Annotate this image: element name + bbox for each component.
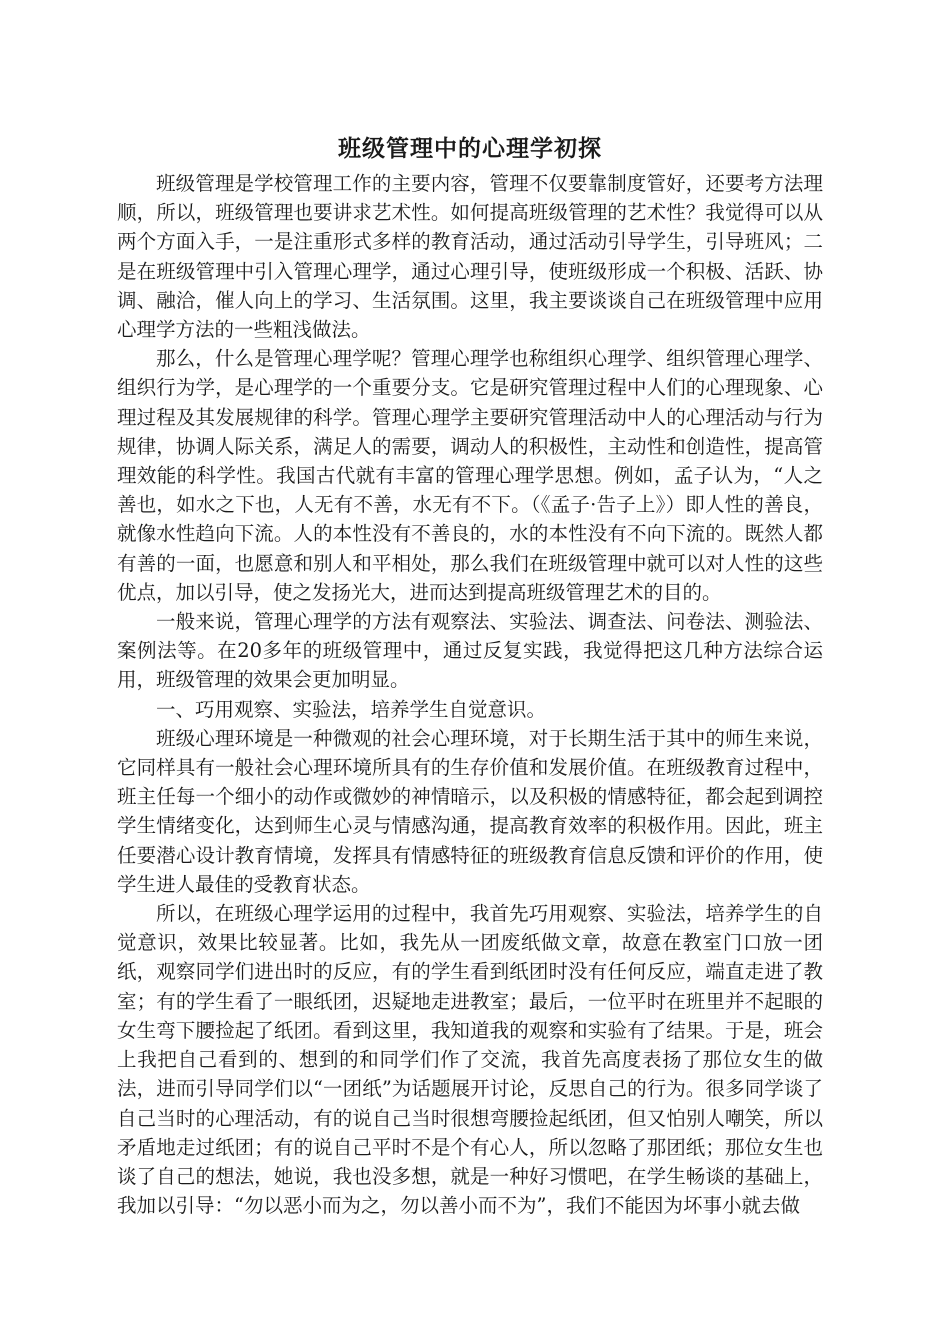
document-title: 班级管理中的心理学初探	[338, 135, 602, 162]
paragraph-example: 所以，在班级心理学运用的过程中，我首先巧用观察、实验法，培养学生的自觉意识，效果比较显著。比如，我先从一团废纸做文章，故意在教室门口放一团纸，观察同学们进出时的反应，有的学生看到纸团时没有任何反应，端直走进了教室；有的学生看了一眼纸团，迟疑地走进教室；最后，一位平时在班里并不起眼的女生弯下腰捡起了纸团。看到这里，我知道我的观察和实验有了结果。于是，班会上我把自己看到的、想到的和同学们作了交流，我首先高度表扬了那位女生的做法，进而引导同学们以“一团纸”为话题展开讨论，反思自己的行为。很多同学谈了自己当时的心理活动，有的说自己当时很想弯腰捡起纸团，但又怕别人嘲笑，所以矛盾地走过纸团；有的说自己平时不是个有心人，所以忽略了那团纸；那位女生也谈了自己的想法，她说，我也没多想，就是一种好习惯吧，在学生畅谈的基础上，我加以引导：“勿以恶小而为之，勿以善小而不为”，我们不能因为坏事小就去做	[117, 902, 823, 1218]
section-heading-1: 一、巧用观察、实验法，培养学生自觉意识。	[156, 697, 547, 721]
paragraph-methods: 一般来说，管理心理学的方法有观察法、实验法、调查法、问卷法、测验法、案例法等。在20多年的班级管理中，通过反复实践，我觉得把这几种方法综合运用，班级管理的效果会更加明显。	[117, 610, 823, 692]
document-page	[117, 131, 823, 1220]
paragraph-definition: 那么，什么是管理心理学呢？管理心理学也称组织心理学、组织管理心理学、组织行为学，是心理学的一个重要分支。它是研究管理过程中人们的心理现象、心理过程及其发展规律的科学。管理心理学主要研究管理活动中人的心理活动与行为规律，协调人际关系，满足人的需要，调动人的积极性，主动性和创造性，提高管理效能的科学性。我国古代就有丰富的管理心理学思想。例如，孟子认为，“人之善也，如水之下也，人无有不善，水无有不下。（《孟子·告子上》）即人性的善良，就像水性趋向下流。人的本性没有不善良的，水的本性没有不向下流的。既然人都有善的一面，也愿意和别人和平相处，那么我们在班级管理中就可以对人性的这些优点，加以引导，使之发扬光大，进而达到提高班级管理艺术的目的。	[117, 347, 823, 604]
paragraph-intro: 班级管理是学校管理工作的主要内容，管理不仅要靠制度管好，还要考方法理顺，所以，班级管理也要讲求艺术性。如何提高班级管理的艺术性？我觉得可以从两个方面入手，一是注重形式多样的教育活动，通过活动引导学生，引导班风；二是在班级管理中引入管理心理学，通过心理引导，使班级形成一个积极、活跃、协调、融洽，催人向上的学习、生活氛围。这里，我主要谈谈自己在班级管理中应用心理学方法的一些粗浅做法。	[117, 172, 823, 342]
paragraph-environment: 班级心理环境是一种微观的社会心理环境，对于长期生活于其中的师生来说，它同样具有一般社会心理环境所具有的生存价值和发展价值。在班级教育过程中，班主任每一个细小的动作或微妙的神情暗示，以及积极的情感特征，都会起到调控学生情绪变化，达到师生心灵与情感沟通，提高教育效率的积极作用。因此，班主任要潜心设计教育情境，发挥具有情感特征的班级教育信息反馈和评价的作用，使学生进人最佳的受教育状态。	[117, 726, 823, 896]
